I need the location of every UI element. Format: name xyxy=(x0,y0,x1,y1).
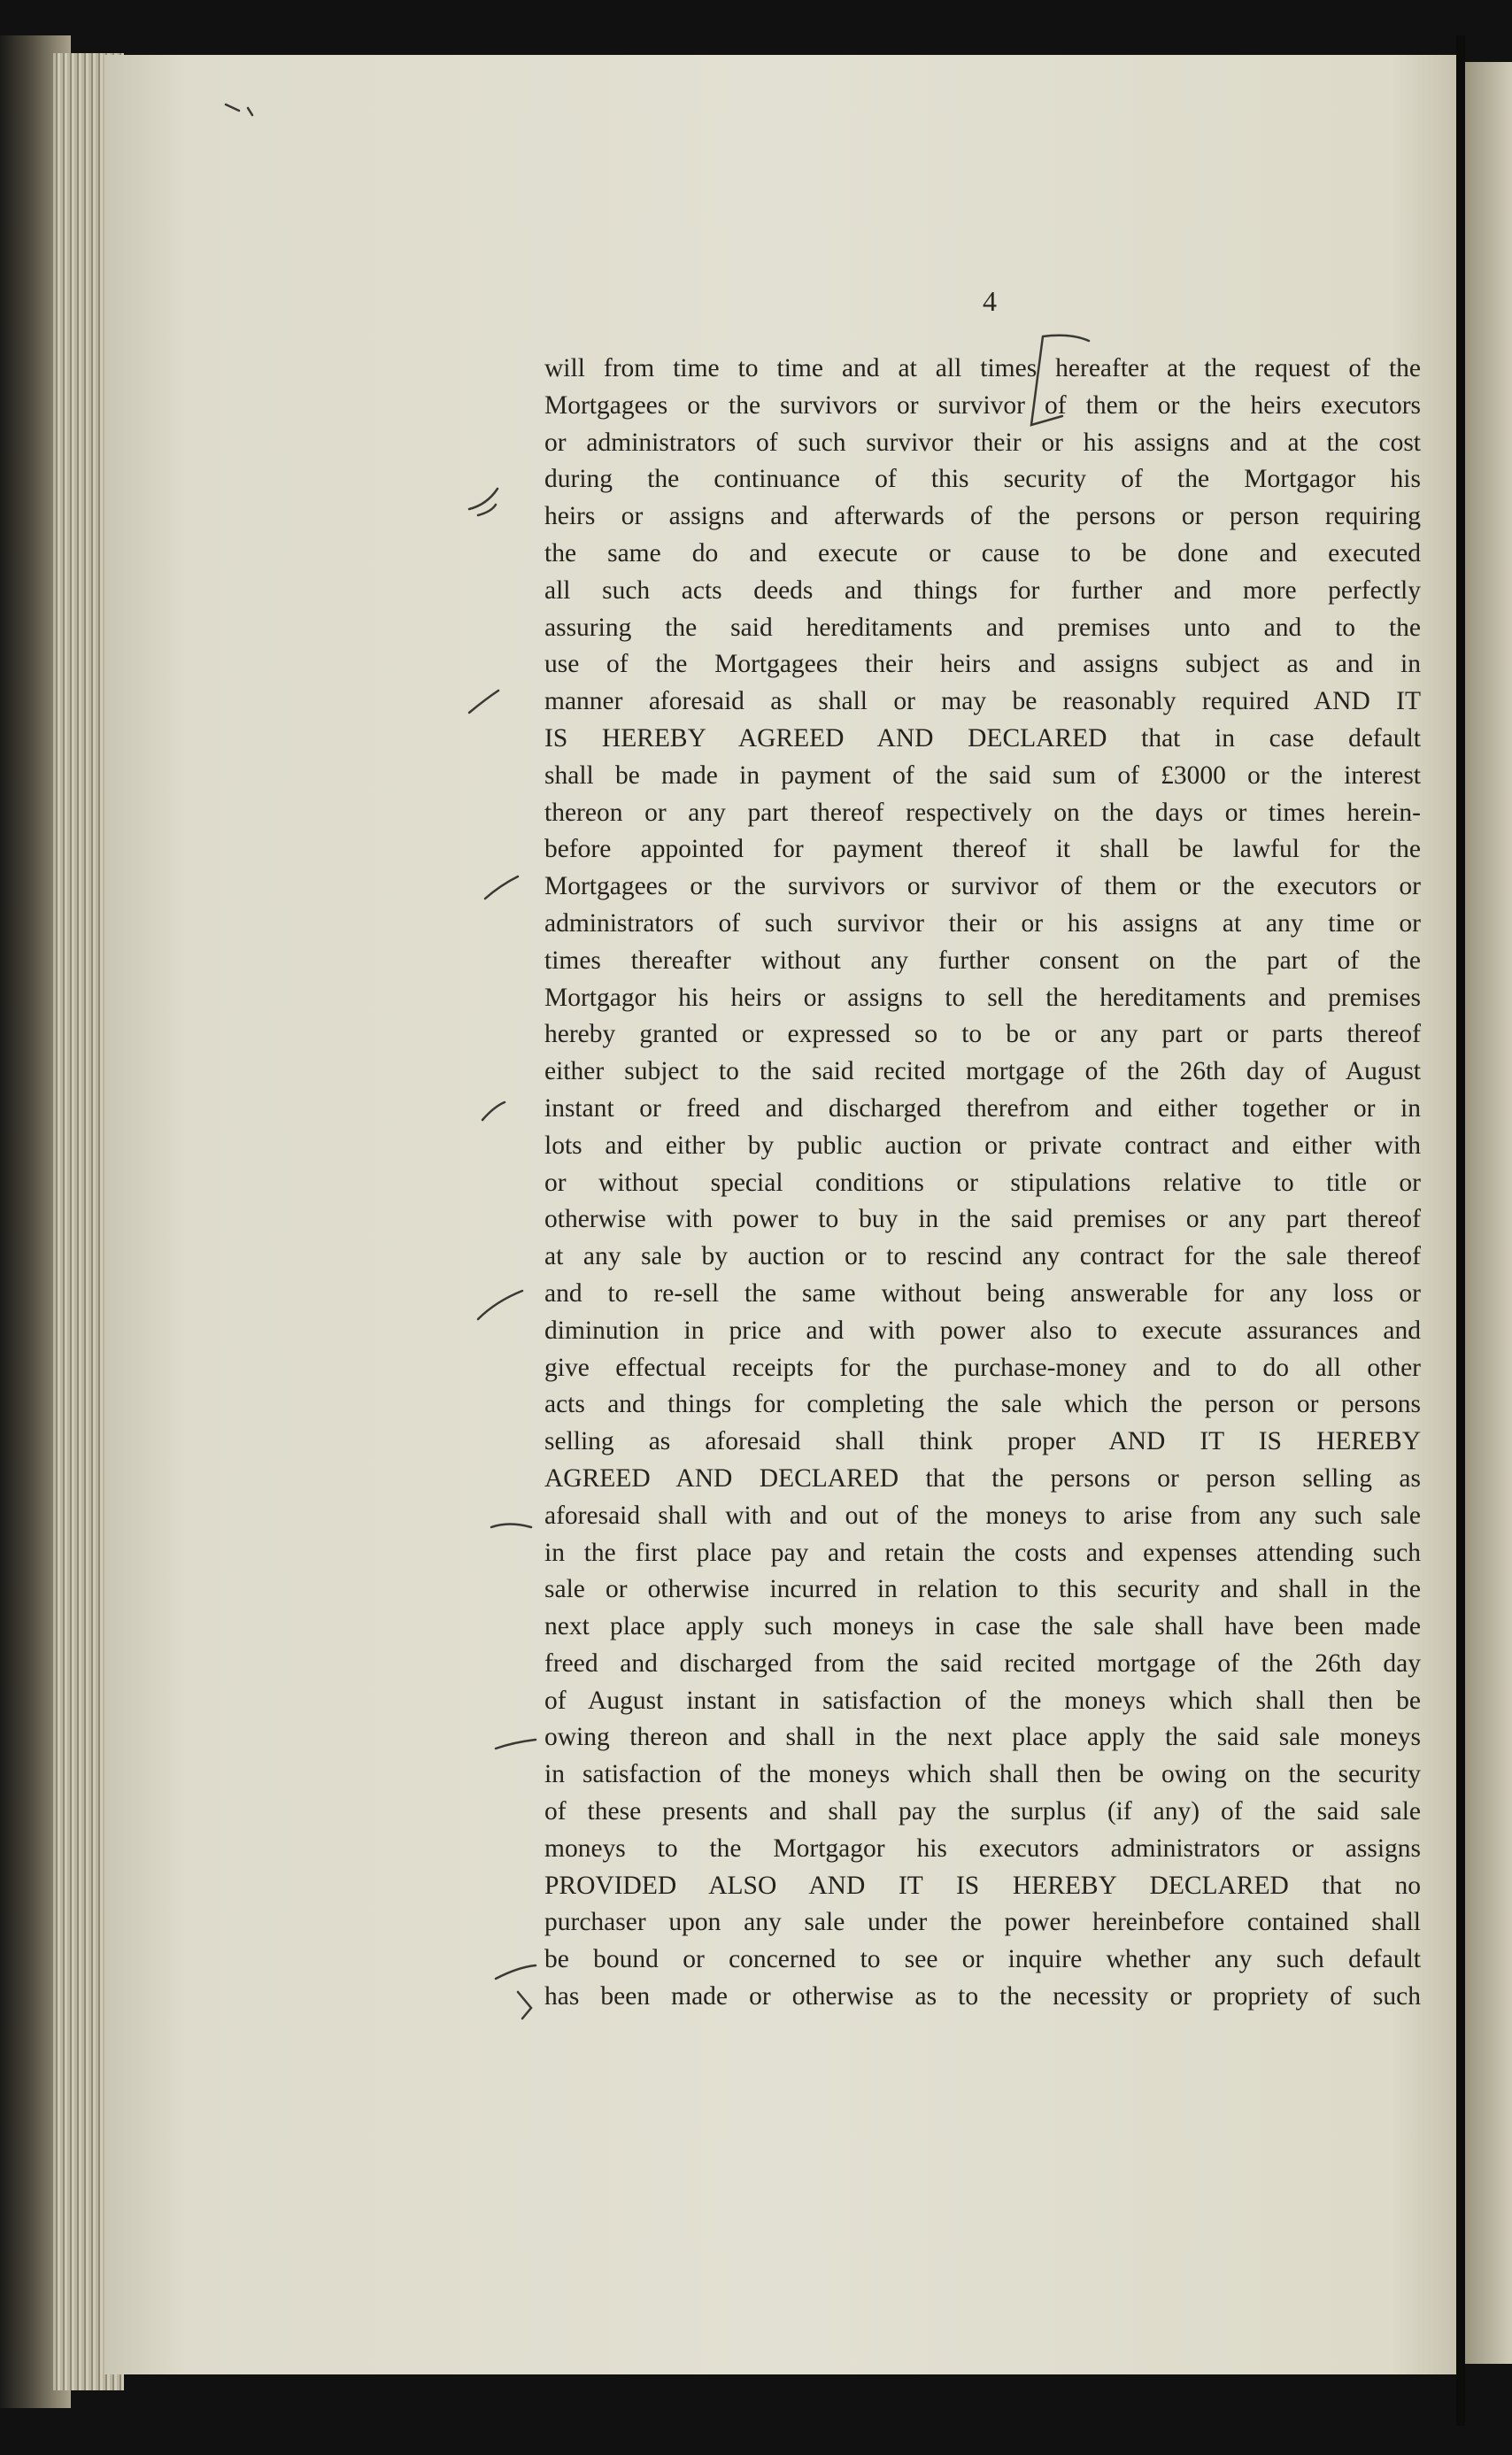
text-line: before appointed for payment thereof it shall be lawful for the xyxy=(544,835,1421,864)
text-line: or administrators of such survivor their or his assigns and at the cost xyxy=(544,428,1421,457)
text-line: during the continuance of this security of the Mortgagor his xyxy=(544,465,1421,494)
text-line: PROVIDED ALSO AND IT IS HEREBY DECLARED that no xyxy=(544,1871,1421,1900)
text-line: lots and either by public auction or private contract and either with xyxy=(544,1131,1421,1160)
text-line: of these presents and shall pay the surplus (if any) of the said sale xyxy=(544,1797,1421,1826)
text-line: Mortgagees or the survivors or survivor of them or the executors or xyxy=(544,872,1421,901)
book-gutter xyxy=(1456,35,1465,2426)
text-line: hereby granted or expressed so to be or any part or parts thereof xyxy=(544,1020,1421,1049)
text-line: of August instant in satisfaction of the moneys which shall then be xyxy=(544,1686,1421,1715)
text-line: purchaser upon any sale under the power hereinbefore contained shall xyxy=(544,1908,1421,1937)
text-line: will from time to time and at all times hereafter at the request of the xyxy=(544,354,1421,382)
text-line: times thereafter without any further consent on the part of the xyxy=(544,946,1421,975)
text-line: sale or otherwise incurred in relation to this security and shall in the xyxy=(544,1575,1421,1604)
text-line: all such acts deeds and things for further and more perfectly xyxy=(544,575,1421,605)
page-number: 4 xyxy=(983,285,997,317)
text-line: acts and things for completing the sale which the person or persons xyxy=(544,1390,1421,1419)
text-line: diminution in price and with power also to execute assurances and xyxy=(544,1316,1421,1345)
text-line: in satisfaction of the moneys which shall then be owing on the security xyxy=(544,1760,1421,1789)
text-line: heirs or assigns and afterwards of the persons or person requiring xyxy=(544,502,1421,531)
text-line: use of the Mortgagees their heirs and assigns subject as and in xyxy=(544,650,1421,679)
text-line: instant or freed and discharged therefrom and either together or in xyxy=(544,1093,1421,1123)
text-line: freed and discharged from the said recited mortgage of the 26th day xyxy=(544,1648,1421,1678)
text-line: the same do and execute or cause to be done and executed xyxy=(544,538,1421,567)
text-line: Mortgagor his heirs or assigns to sell the hereditaments and premises xyxy=(544,983,1421,1012)
text-line: administrators of such survivor their or his assigns at any time or xyxy=(544,908,1421,938)
text-line: and to re-sell the same without being answerable for any loss or xyxy=(544,1278,1421,1308)
text-line: selling as aforesaid shall think proper AND IT IS HEREBY xyxy=(544,1427,1421,1456)
text-line: be bound or concerned to see or inquire whether any such default xyxy=(544,1945,1421,1974)
text-line: IS HEREBY AGREED AND DECLARED that in case default xyxy=(544,723,1421,753)
text-line: or without special conditions or stipulations relative to title or xyxy=(544,1168,1421,1197)
text-line: next place apply such moneys in case the sale shall have been made xyxy=(544,1612,1421,1641)
body-text xyxy=(544,351,1421,2016)
text-line: Mortgagees or the survivors or survivor of them or the heirs executors xyxy=(544,390,1421,420)
text-line: manner aforesaid as shall or may be reasonably required AND IT xyxy=(544,687,1421,716)
text-line: in the first place pay and retain the costs and expenses attending such xyxy=(544,1538,1421,1567)
text-line: at any sale by auction or to rescind any contract for the sale thereof xyxy=(544,1242,1421,1271)
adjacent-page xyxy=(1465,62,1512,2364)
text-line: has been made or otherwise as to the necessity or propriety of such xyxy=(544,1982,1421,2011)
text-line: moneys to the Mortgagor his executors administrators or assigns xyxy=(544,1834,1421,1863)
text-line: aforesaid shall with and out of the moneys to arise from any such sale xyxy=(544,1501,1421,1530)
text-line: AGREED AND DECLARED that the persons or person selling as xyxy=(544,1463,1421,1493)
text-line: thereon or any part thereof respectively on the days or times herein- xyxy=(544,798,1421,827)
text-line: owing thereon and shall in the next place apply the said sale moneys xyxy=(544,1723,1421,1752)
text-line: assuring the said hereditaments and premises unto and to the xyxy=(544,613,1421,642)
text-line: shall be made in payment of the said sum of £3000 or the interest xyxy=(544,760,1421,790)
text-line: otherwise with power to buy in the said premises or any part thereof xyxy=(544,1205,1421,1234)
text-line: give effectual receipts for the purchase-money and to do all other xyxy=(544,1353,1421,1382)
text-line: either subject to the said recited mortgage of the 26th day of August xyxy=(544,1057,1421,1086)
